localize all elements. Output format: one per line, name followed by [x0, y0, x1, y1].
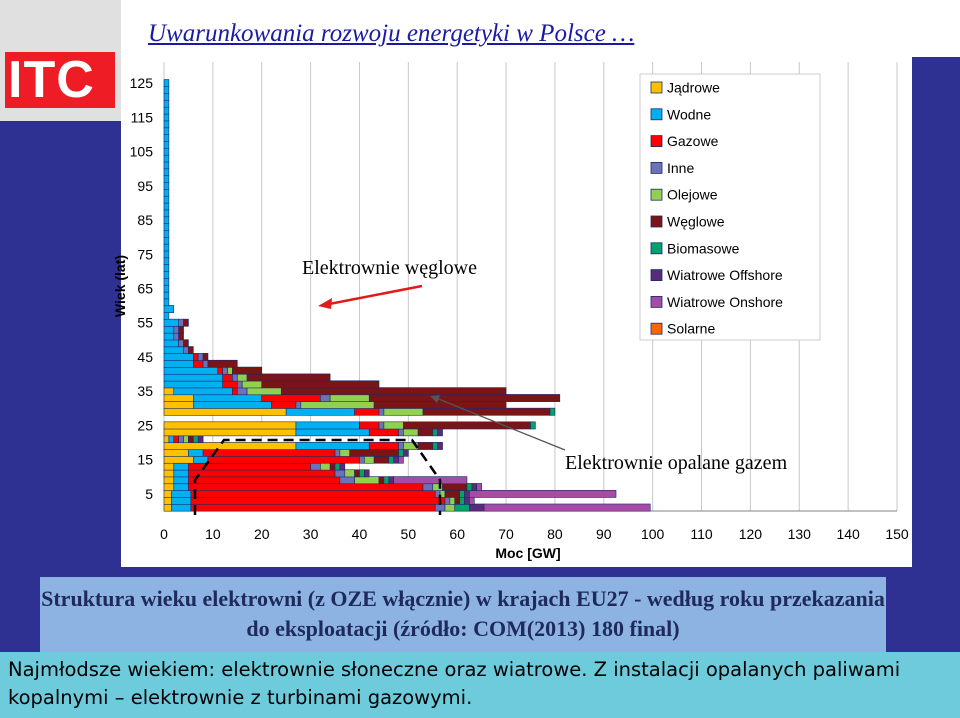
- bar-segment: [465, 490, 470, 497]
- bar-segment: [164, 340, 179, 347]
- legend-swatch: [651, 243, 662, 254]
- bar-segment: [164, 216, 169, 223]
- x-tick-label: 60: [449, 526, 465, 542]
- bar-segment: [164, 100, 169, 107]
- bar-segment: [164, 148, 169, 155]
- bar-segment: [296, 422, 360, 429]
- bar-segment: [320, 463, 330, 470]
- bar-segment: [237, 388, 247, 395]
- bar-segment: [164, 189, 169, 196]
- bar-segment: [164, 429, 296, 436]
- y-tick-label: 5: [145, 485, 153, 502]
- bar-segment: [237, 374, 247, 381]
- bar-segment: [345, 470, 355, 477]
- bar-segment: [223, 367, 228, 374]
- bar-segment: [164, 388, 174, 395]
- bar-segment: [433, 442, 438, 449]
- legend-label: Wodne: [667, 106, 712, 123]
- bar-segment: [232, 388, 237, 395]
- bar-segment: [445, 504, 455, 511]
- bar-segment: [164, 196, 169, 203]
- bar-segment: [379, 408, 384, 415]
- legend-label: Gazowe: [667, 133, 719, 150]
- bar-segment: [384, 408, 423, 415]
- bar-segment: [445, 490, 460, 497]
- bar-segment: [179, 436, 184, 443]
- y-tick-label: 55: [137, 314, 153, 331]
- bar-segment: [188, 470, 335, 477]
- bar-segment: [203, 449, 335, 456]
- bar-segment: [164, 244, 169, 251]
- bar-segment: [174, 477, 189, 484]
- bar-segment: [164, 456, 193, 463]
- bar-segment: [467, 483, 472, 490]
- bar-segment: [477, 483, 482, 490]
- bar-segment: [469, 490, 616, 497]
- bar-segment: [472, 483, 477, 490]
- bar-segment: [379, 477, 384, 484]
- bar-segment: [164, 114, 169, 121]
- bar-segment: [164, 203, 169, 210]
- bar-segment: [164, 182, 169, 189]
- bar-segment: [179, 326, 184, 333]
- legend-swatch: [651, 270, 662, 281]
- bar-segment: [296, 442, 369, 449]
- legend-swatch: [651, 323, 662, 334]
- y-tick-label: 25: [137, 417, 153, 434]
- legend-label: Wiatrowe Onshore: [667, 293, 783, 310]
- bar-segment: [460, 497, 465, 504]
- bar-segment: [164, 107, 169, 114]
- bar-segment: [193, 360, 203, 367]
- legend-label: Inne: [667, 159, 695, 176]
- bar-segment: [320, 394, 330, 401]
- bar-segment: [364, 470, 369, 477]
- bar-segment: [164, 470, 174, 477]
- bar-segment: [164, 436, 169, 443]
- bar-segment: [438, 429, 443, 436]
- bar-segment: [340, 477, 355, 484]
- bar-segment: [164, 449, 188, 456]
- x-tick-label: 10: [205, 526, 221, 542]
- bar-segment: [174, 463, 189, 470]
- bar-segment: [193, 394, 261, 401]
- bar-segment: [164, 93, 169, 100]
- bar-segment: [164, 367, 218, 374]
- legend-swatch: [651, 162, 662, 173]
- bar-segment: [374, 401, 506, 408]
- bar-segment: [389, 456, 394, 463]
- bar-segment: [335, 463, 340, 470]
- bar-segment: [164, 497, 171, 504]
- bar-segment: [418, 429, 433, 436]
- bar-segment: [364, 456, 374, 463]
- bar-segment: [188, 449, 203, 456]
- bar-segment: [188, 347, 193, 354]
- bar-segment: [164, 504, 171, 511]
- bar-segment: [330, 463, 335, 470]
- legend-label: Jądrowe: [667, 79, 720, 96]
- bar-segment: [359, 470, 364, 477]
- bar-segment: [355, 408, 379, 415]
- legend-swatch: [651, 216, 662, 227]
- bar-segment: [335, 449, 340, 456]
- bar-segment: [286, 408, 354, 415]
- bar-segment: [242, 381, 262, 388]
- legend-swatch: [651, 189, 662, 200]
- bar-segment: [174, 436, 179, 443]
- bar-segment: [359, 456, 364, 463]
- legend-swatch: [651, 82, 662, 93]
- bar-segment: [228, 367, 233, 374]
- bar-segment: [218, 367, 223, 374]
- bar-segment: [188, 436, 193, 443]
- bar-segment: [455, 504, 470, 511]
- bar-segment: [193, 436, 198, 443]
- bar-segment: [460, 490, 465, 497]
- bar-segment: [399, 456, 404, 463]
- y-tick-label: 45: [137, 348, 153, 365]
- bar-segment: [232, 374, 237, 381]
- legend-label: Wiatrowe Offshore: [667, 267, 783, 284]
- bar-segment: [164, 347, 184, 354]
- x-tick-label: 90: [596, 526, 612, 542]
- bar-segment: [164, 271, 169, 278]
- bar-segment: [188, 477, 339, 484]
- bar-segment: [355, 470, 360, 477]
- legend-swatch: [651, 109, 662, 120]
- bar-segment: [184, 436, 189, 443]
- bar-segment: [164, 422, 296, 429]
- legend-label: Olejowe: [667, 186, 718, 203]
- bar-segment: [164, 360, 193, 367]
- bar-segment: [389, 477, 394, 484]
- bar-segment: [232, 367, 261, 374]
- bar-segment: [164, 162, 169, 169]
- bar-segment: [550, 408, 555, 415]
- bar-segment: [198, 353, 203, 360]
- bar-segment: [399, 429, 404, 436]
- bar-segment: [399, 449, 404, 456]
- x-tick-label: 80: [547, 526, 563, 542]
- x-tick-label: 0: [160, 526, 168, 542]
- bar-segment: [179, 340, 184, 347]
- bar-segment: [203, 360, 208, 367]
- bar-segment: [384, 477, 389, 484]
- legend-swatch: [651, 296, 662, 307]
- bar-segment: [469, 504, 484, 511]
- bar-segment: [403, 449, 408, 456]
- x-tick-label: 100: [640, 526, 665, 542]
- legend-label: Biomasowe: [667, 240, 740, 257]
- bar-segment: [311, 463, 321, 470]
- x-tick-label: 140: [836, 526, 860, 542]
- bar-segment: [174, 470, 189, 477]
- x-tick-label: 120: [738, 526, 763, 542]
- bar-segment: [484, 504, 650, 511]
- bar-segment: [164, 155, 169, 162]
- bar-segment: [174, 483, 189, 490]
- bar-segment: [208, 456, 359, 463]
- bar-segment: [164, 333, 174, 340]
- bar-segment: [355, 477, 379, 484]
- bar-segment: [237, 381, 242, 388]
- bar-segment: [184, 340, 189, 347]
- bar-segment: [223, 381, 238, 388]
- bar-segment: [369, 394, 560, 401]
- x-axis-label: Moc [GW]: [495, 545, 561, 561]
- bar-segment: [164, 237, 169, 244]
- bar-segment: [184, 319, 189, 326]
- bar-segment: [174, 326, 179, 333]
- bar-segment: [191, 497, 445, 504]
- bar-segment: [247, 374, 330, 381]
- x-tick-label: 40: [351, 526, 368, 542]
- bar-segment: [418, 442, 433, 449]
- bar-segment: [164, 169, 169, 176]
- x-tick-label: 150: [885, 526, 909, 542]
- bar-segment: [301, 401, 374, 408]
- slide-title: Uwarunkowania rozwoju energetyki w Polsce …: [148, 20, 635, 47]
- bar-segment: [164, 299, 169, 306]
- bar-segment: [445, 497, 450, 504]
- legend-swatch: [651, 136, 662, 147]
- bar-segment: [223, 374, 233, 381]
- bar-segment: [164, 134, 169, 141]
- bar-segment: [455, 497, 460, 504]
- bar-segment: [369, 442, 398, 449]
- bar-segment: [164, 141, 169, 148]
- bar-segment: [399, 442, 404, 449]
- logo-text: ITC: [8, 51, 95, 109]
- x-tick-label: 20: [253, 526, 270, 542]
- bar-segment: [164, 312, 169, 319]
- y-tick-label: 65: [137, 280, 153, 297]
- bar-segment: [164, 374, 223, 381]
- x-tick-label: 30: [302, 526, 319, 542]
- bar-segment: [164, 477, 174, 484]
- bar-segment: [340, 449, 350, 456]
- bar-segment: [340, 463, 345, 470]
- bar-segment: [423, 408, 550, 415]
- bar-segment: [164, 230, 169, 237]
- gas-annotation-label: Elektrownie opalane gazem: [565, 452, 788, 474]
- bar-segment: [379, 422, 384, 429]
- bar-segment: [171, 504, 191, 511]
- bar-segment: [164, 353, 193, 360]
- bar-segment: [384, 422, 404, 429]
- bar-segment: [262, 381, 379, 388]
- bar-segment: [164, 264, 169, 271]
- bar-segment: [164, 305, 174, 312]
- bar-segment: [169, 436, 174, 443]
- bar-segment: [296, 429, 369, 436]
- bar-segment: [164, 490, 171, 497]
- bar-segment: [394, 456, 399, 463]
- bar-segment: [450, 497, 455, 504]
- bar-segment: [435, 504, 445, 511]
- bar-segment: [164, 319, 179, 326]
- bar-segment: [443, 483, 467, 490]
- bar-segment: [350, 449, 399, 456]
- bar-segment: [198, 436, 203, 443]
- bar-segment: [394, 477, 467, 484]
- bar-segment: [247, 388, 281, 395]
- bar-segment: [164, 258, 169, 265]
- bar-segment: [179, 319, 184, 326]
- summary-note: Najmłodsze wiekiem: elektrownie słoneczne oraz wiatrowe. Z instalacji opalanych paliwami kopalnymi – elektrownie z turbinami gazowymi.: [8, 658, 901, 709]
- bar-segment: [164, 394, 193, 401]
- y-tick-label: 105: [129, 143, 153, 160]
- legend-label: Solarne: [667, 320, 716, 337]
- legend: [640, 74, 820, 340]
- coal-annotation-label: Elektrownie węglowe: [302, 257, 477, 279]
- bar-segment: [164, 463, 174, 470]
- y-tick-label: 125: [129, 75, 153, 92]
- bar-segment: [164, 175, 169, 182]
- bar-segment: [174, 388, 233, 395]
- bar-segment: [296, 401, 301, 408]
- y-axis-label: Wiek (lat): [112, 254, 128, 318]
- bar-segment: [465, 497, 470, 504]
- bar-segment: [374, 456, 389, 463]
- y-tick-label: 85: [137, 212, 153, 229]
- legend-label: Węglowe: [667, 213, 725, 230]
- y-tick-label: 95: [137, 177, 153, 194]
- bar-segment: [171, 490, 191, 497]
- bar-segment: [164, 326, 174, 333]
- bar-segment: [335, 470, 345, 477]
- x-tick-label: 70: [498, 526, 514, 542]
- bar-segment: [164, 223, 169, 230]
- bar-segment: [369, 429, 398, 436]
- bar-segment: [191, 490, 435, 497]
- chart-caption: Struktura wieku elektrowni (z OZE włącznie) w krajach EU27 - według roku przekazania do eksploatacji (źródło: COM(2013) 180 final): [41, 586, 885, 641]
- bar-segment: [203, 353, 208, 360]
- bar-segment: [188, 483, 423, 490]
- bar-segment: [164, 381, 223, 388]
- bar-segment: [403, 429, 418, 436]
- bar-segment: [262, 394, 321, 401]
- bar-segment: [330, 394, 369, 401]
- bar-segment: [164, 483, 174, 490]
- bar-segment: [164, 292, 169, 299]
- y-tick-label: 115: [130, 109, 153, 126]
- bar-segment: [438, 442, 443, 449]
- bar-segment: [193, 353, 198, 360]
- bar-segment: [164, 408, 286, 415]
- bar-segment: [164, 210, 169, 217]
- bar-segment: [193, 401, 271, 408]
- bar-segment: [164, 442, 296, 449]
- bar-segment: [179, 333, 184, 340]
- bar-segment: [164, 401, 193, 408]
- x-tick-label: 50: [400, 526, 417, 542]
- bar-segment: [191, 504, 435, 511]
- bar-segment: [164, 278, 169, 285]
- bar-segment: [171, 497, 191, 504]
- bar-segment: [174, 333, 179, 340]
- x-tick-label: 130: [787, 526, 811, 542]
- bar-segment: [433, 429, 438, 436]
- bar-segment: [193, 456, 208, 463]
- bar-segment: [164, 121, 169, 128]
- bar-segment: [423, 483, 433, 490]
- bar-segment: [469, 497, 474, 504]
- bar-segment: [164, 285, 169, 292]
- bar-segment: [359, 422, 379, 429]
- bar-segment: [164, 251, 169, 258]
- bar-segment: [531, 422, 536, 429]
- x-tick-label: 110: [690, 526, 713, 542]
- y-tick-label: 35: [137, 383, 153, 400]
- bar-segment: [208, 360, 237, 367]
- y-tick-label: 15: [137, 451, 153, 468]
- bar-segment: [164, 80, 169, 87]
- bar-segment: [272, 401, 296, 408]
- bar-segment: [184, 347, 189, 354]
- bar-segment: [164, 127, 169, 134]
- bar-segment: [281, 388, 506, 395]
- y-tick-label: 75: [137, 246, 153, 263]
- bar-segment: [164, 86, 169, 93]
